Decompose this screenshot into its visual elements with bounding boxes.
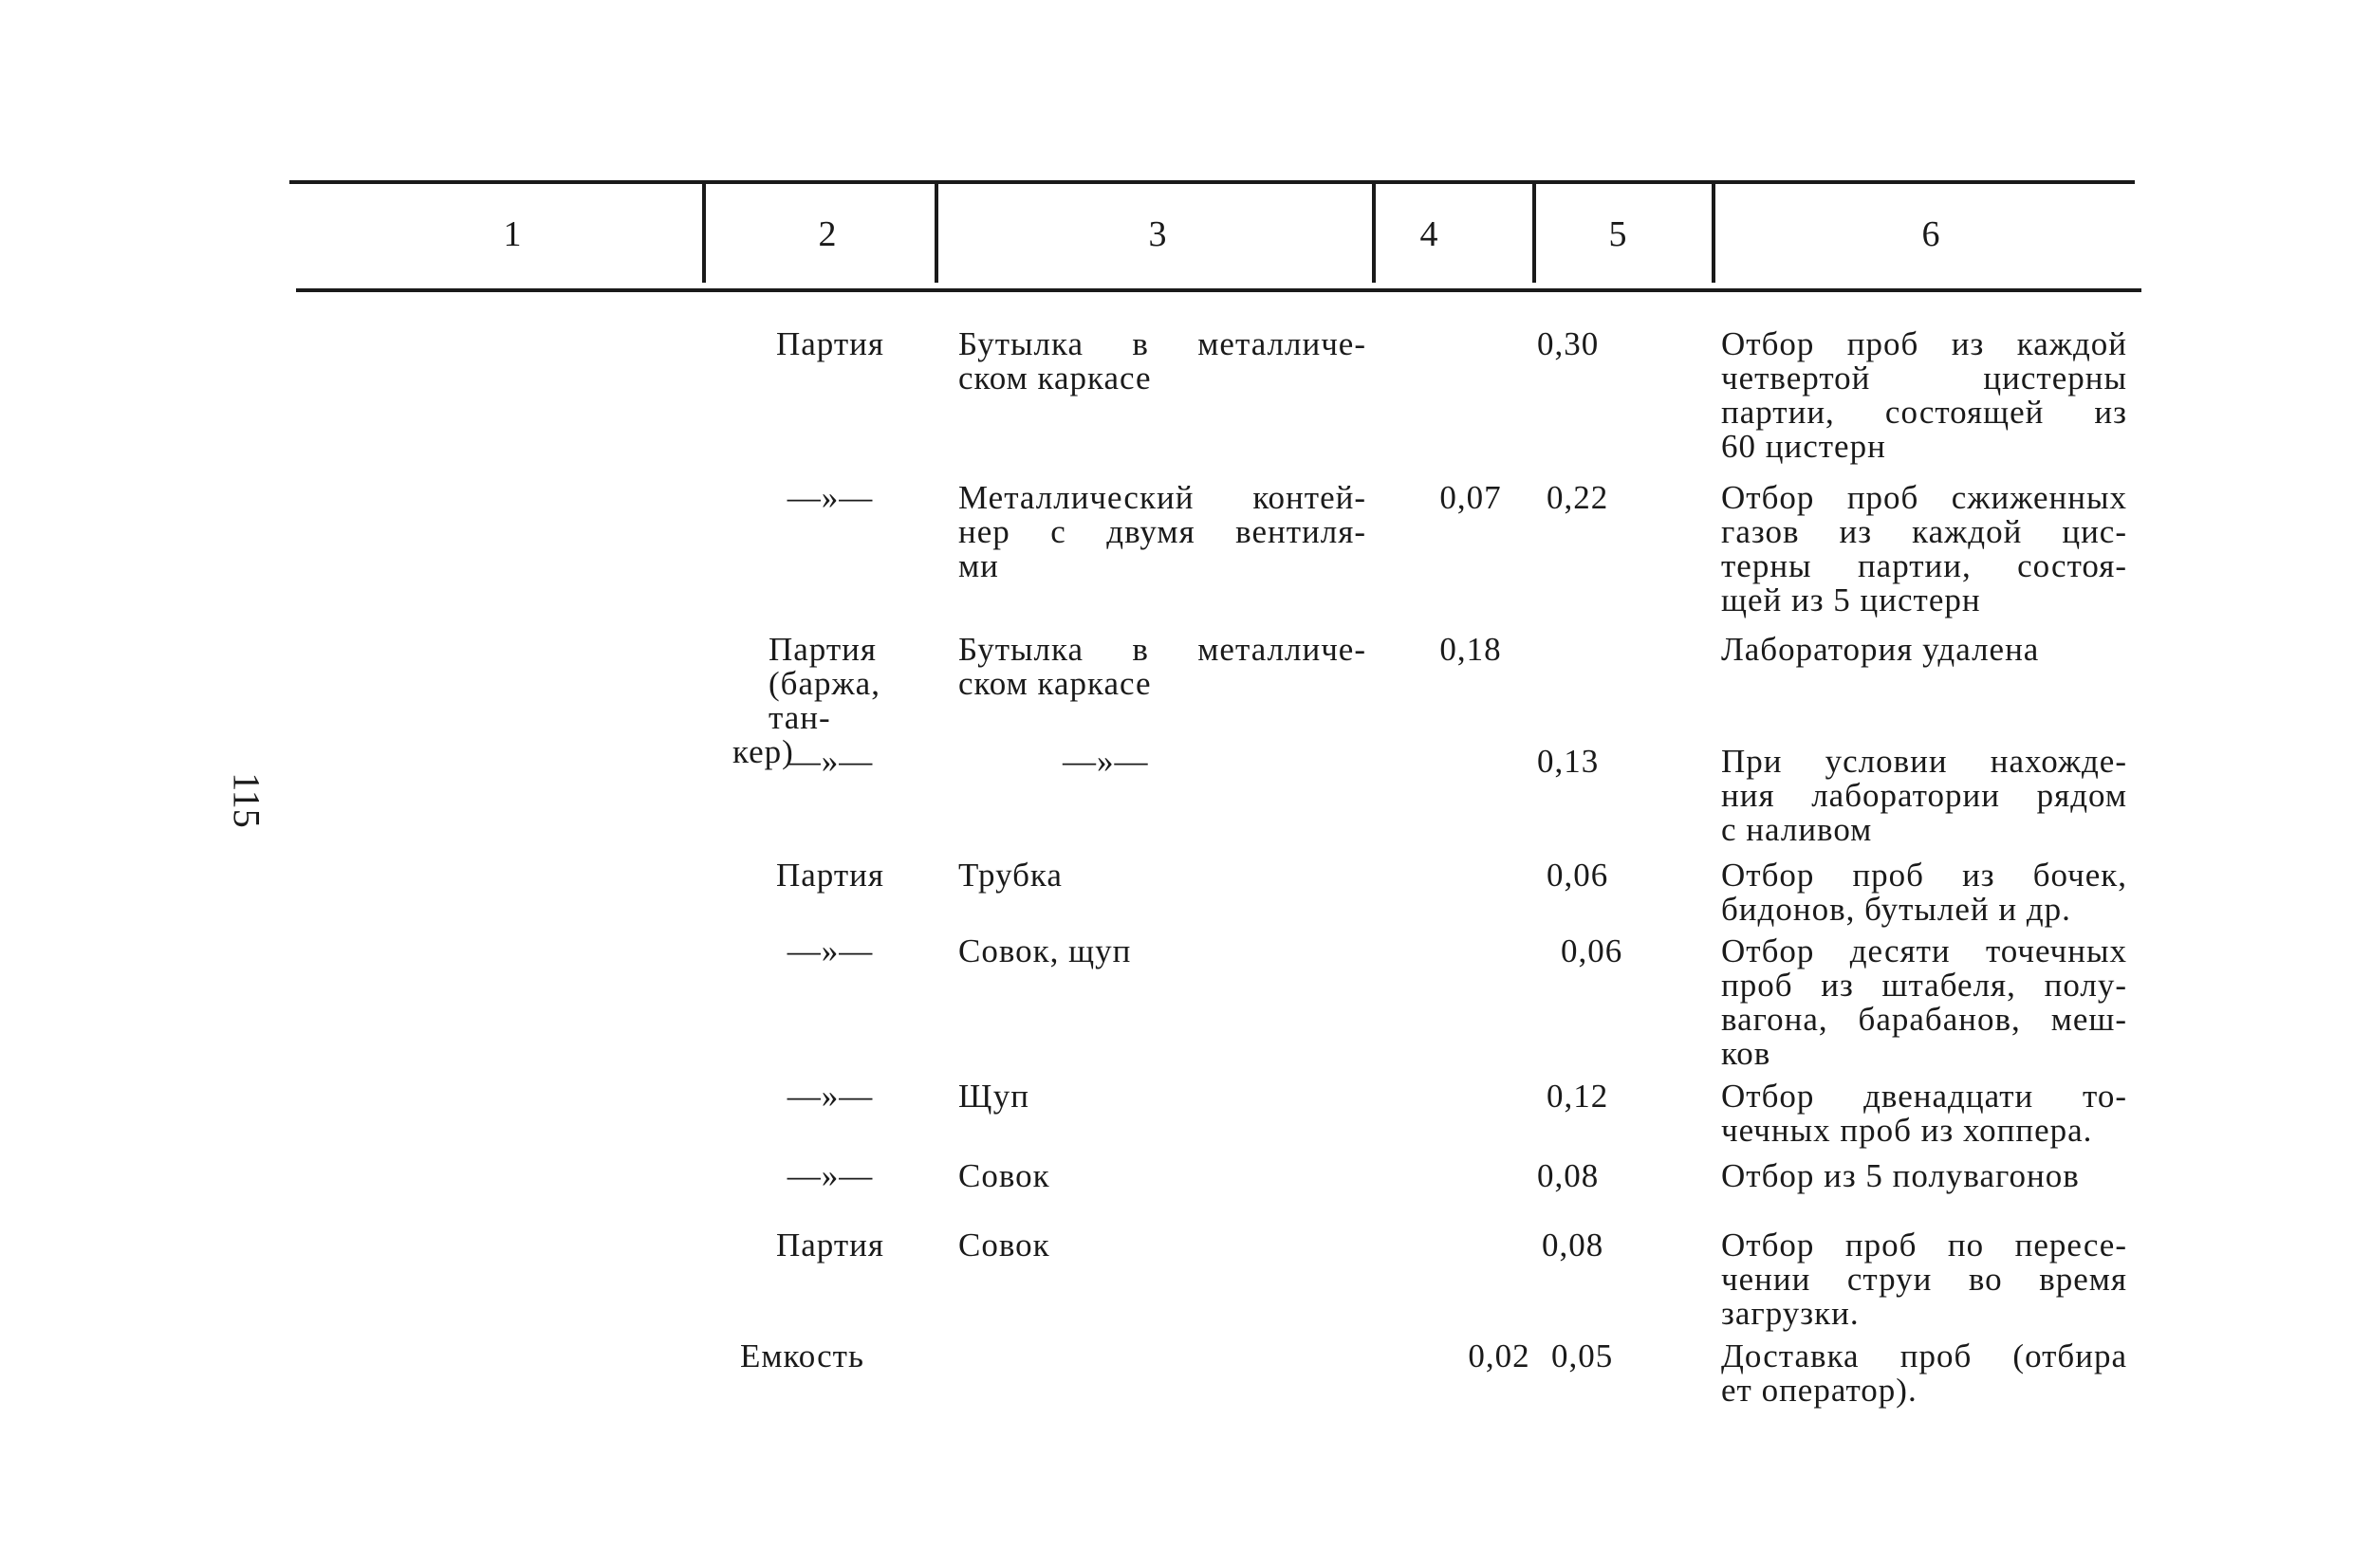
cell-line: партии, состоящей из (1721, 394, 2127, 431)
cell-value: 0,22 (1547, 479, 1609, 516)
row-4-col-3 (958, 858, 1366, 893)
row-1-col-4 (1404, 481, 1537, 515)
row-5-col-6 (1721, 934, 2127, 1071)
cell-value: 0,05 (1551, 1337, 1614, 1374)
page-number: 115 (225, 772, 269, 828)
row-7-col-2 (731, 1159, 930, 1193)
cell-line: Металлический контей- (958, 479, 1366, 516)
cell-line: терны партии, состоя- (1721, 547, 2127, 584)
cell-line: Отбор проб из бочек, (1721, 857, 2127, 894)
cell-line: Емкость (740, 1337, 864, 1374)
row-3-col-5 (1537, 745, 1651, 779)
row-0-col-6 (1721, 327, 2127, 464)
row-0-col-3 (958, 327, 1366, 396)
cell-line: Отбор проб из каждой (1721, 325, 2127, 362)
cell-line: Доставка проб (отбира (1721, 1337, 2127, 1374)
cell-line: Отбор десяти точечных (1721, 932, 2127, 969)
row-9-col-6 (1721, 1339, 2127, 1408)
cell-value: 0,08 (1537, 1157, 1600, 1194)
cell-line: —»— (1063, 743, 1149, 780)
row-1-col-2 (731, 481, 930, 515)
cell-line: ков (1721, 1035, 1771, 1072)
cell-value: 0,06 (1561, 932, 1623, 969)
row-6-col-3 (958, 1079, 1366, 1114)
row-2-col-6 (1721, 633, 2127, 667)
header-col-5: 5 (1608, 214, 1627, 254)
cell-line: При условии нахожде- (1721, 743, 2127, 780)
cell-value: 0,30 (1537, 325, 1600, 362)
cell-line: загрузки. (1721, 1295, 1860, 1332)
cell-line: 60 цистерн (1721, 428, 1886, 465)
row-6-col-5 (1547, 1079, 1660, 1114)
cell-line: газов из каждой цис- (1721, 513, 2127, 550)
row-8-col-5 (1542, 1228, 1656, 1263)
cell-line: Партия (776, 857, 884, 894)
row-8-col-2 (731, 1228, 930, 1263)
header-col-1: 1 (503, 214, 522, 254)
cell-value: 0,08 (1542, 1227, 1604, 1264)
cell-line: щей из 5 цистерн (1721, 581, 1981, 618)
row-6-col-2 (731, 1079, 930, 1114)
cell-line: ском каркасе (958, 360, 1152, 397)
column-divider-4 (1532, 182, 1536, 283)
row-6-col-6 (1721, 1079, 2127, 1148)
cell-value: 0,02 (1468, 1337, 1530, 1374)
cell-line: Отбор из 5 полувагонов (1721, 1157, 2080, 1194)
cell-line: нер с двумя вентиля- (958, 513, 1366, 550)
row-1-col-3 (958, 481, 1366, 583)
cell-line: кер) (732, 733, 794, 770)
row-2-col-4 (1404, 633, 1537, 667)
row-4-col-2 (731, 858, 930, 893)
cell-line: ния лаборатории рядом (1721, 777, 2127, 814)
cell-line: вагона, барабанов, меш- (1721, 1001, 2127, 1038)
row-3-col-6 (1721, 745, 2127, 847)
header-col-3: 3 (1148, 214, 1167, 254)
row-7-col-6 (1721, 1159, 2127, 1193)
row-8-col-6 (1721, 1228, 2127, 1331)
row-9-col-2 (721, 1339, 920, 1374)
cell-line: Совок (958, 1227, 1050, 1264)
column-divider-1 (702, 182, 706, 283)
row-9-col-4 (1433, 1339, 1566, 1374)
cell-line: Лаборатория удалена (1721, 631, 2040, 668)
cell-line: (баржа, тан- (769, 665, 880, 736)
cell-line: проб из штабеля, полу- (1721, 967, 2127, 1004)
cell-line: Отбор проб сжиженных (1721, 479, 2127, 516)
cell-line: ет оператор). (1721, 1372, 1918, 1409)
column-divider-3 (1372, 182, 1376, 283)
row-7-col-5 (1537, 1159, 1651, 1193)
cell-line: Отбор двенадцати то- (1721, 1078, 2127, 1115)
row-2-col-3 (958, 633, 1366, 701)
cell-line: Партия (776, 325, 884, 362)
cell-line: Совок (958, 1157, 1050, 1194)
row-5-col-5 (1561, 934, 1675, 968)
row-4-col-5 (1547, 858, 1660, 893)
cell-line: —»— (787, 479, 874, 516)
table-top-rule (289, 180, 2135, 184)
cell-line: Совок, щуп (958, 932, 1132, 969)
column-divider-2 (935, 182, 938, 283)
cell-line: Щуп (958, 1078, 1029, 1115)
row-4-col-6 (1721, 858, 2127, 927)
cell-line: Бутылка в металличе- (958, 325, 1366, 362)
cell-line: Трубка (958, 857, 1063, 894)
row-9-col-5 (1551, 1339, 1665, 1374)
cell-line: —»— (787, 1157, 874, 1194)
row-8-col-3 (958, 1228, 1366, 1263)
header-col-4: 4 (1419, 214, 1438, 254)
cell-line: Партия (776, 1227, 884, 1264)
cell-line: чении струи во время (1721, 1261, 2127, 1298)
cell-line: с наливом (1721, 811, 1873, 848)
cell-line: ском каркасе (958, 665, 1152, 702)
cell-line: бидонов, бутылей и др. (1721, 891, 2071, 928)
column-divider-5 (1712, 182, 1715, 283)
cell-line: —»— (787, 743, 874, 780)
row-1-col-6 (1721, 481, 2127, 618)
row-3-col-3 (1063, 745, 1252, 779)
table-header-bottom-rule (296, 288, 2141, 292)
cell-line: Отбор проб по пересе- (1721, 1227, 2127, 1264)
row-0-col-5 (1537, 327, 1651, 361)
cell-line: четвертой цистерны (1721, 360, 2127, 397)
cell-value: 0,06 (1547, 857, 1609, 894)
cell-value: 0,12 (1547, 1078, 1609, 1115)
row-5-col-2 (731, 934, 930, 968)
cell-value: 0,07 (1439, 479, 1502, 516)
cell-value: 0,18 (1439, 631, 1502, 668)
header-col-6: 6 (1921, 214, 1940, 254)
row-7-col-3 (958, 1159, 1366, 1193)
cell-line: —»— (787, 932, 874, 969)
cell-line: ми (958, 547, 999, 584)
header-col-2: 2 (818, 214, 837, 254)
row-3-col-2 (731, 745, 930, 779)
cell-line: Партия (769, 631, 877, 668)
row-1-col-5 (1547, 481, 1660, 515)
cell-line: Бутылка в металличе- (958, 631, 1366, 668)
cell-value: 0,13 (1537, 743, 1600, 780)
cell-line: —»— (787, 1078, 874, 1115)
row-5-col-3 (958, 934, 1366, 968)
cell-line: чечных проб из хоппера. (1721, 1112, 2093, 1149)
row-0-col-2 (731, 327, 930, 361)
